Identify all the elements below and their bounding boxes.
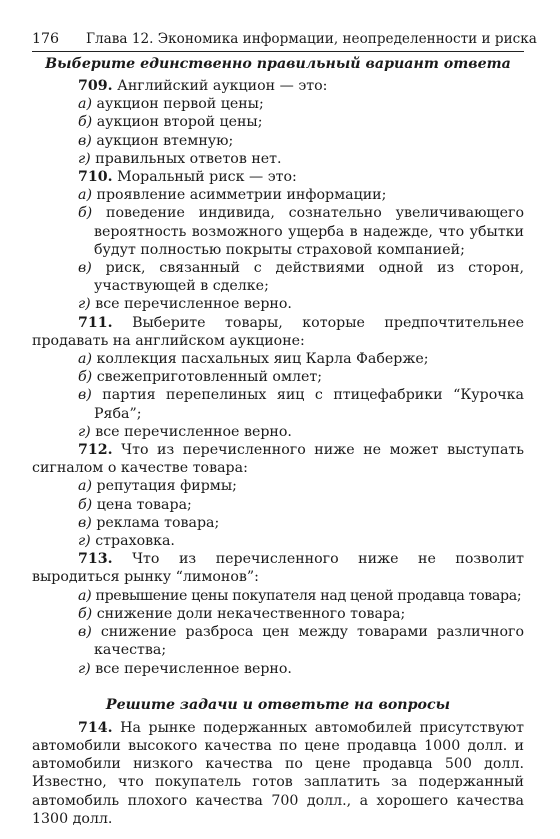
option-text: репутация фирмы; [96,478,237,495]
answer-option [32,368,524,386]
question-712 [32,441,524,550]
answer-option [32,350,524,368]
option-letter: г) [78,423,91,440]
option-text: цена товара; [96,496,192,513]
chapter-title: Глава 12. Экономика информации, неопределенности и риска [86,31,537,47]
question-text [32,550,524,586]
option-text: страховка. [95,533,175,550]
question-text [32,314,524,350]
option-letter: в) [78,260,92,277]
option-text: все перечисленное верно. [95,660,292,677]
answer-option [32,132,524,150]
option-text: все перечисленное верно. [95,296,292,313]
answer-option [32,95,524,113]
option-letter: б) [78,496,93,513]
option-text: аукцион второй цены; [96,114,263,131]
answer-options [32,95,524,168]
option-text: коллекция пасхальных яиц Карла Фаберже; [96,351,429,368]
option-letter: б) [78,369,93,386]
question-number: 710. [78,169,113,186]
answer-option [32,514,524,532]
option-letter: б) [78,605,93,622]
option-text: свежеприготовленный омлет; [96,369,323,386]
option-text: аукцион втемную; [96,132,234,149]
option-text: превышение цены покупателя над ценой продавца товара; [95,587,522,604]
problem-number: 714. [78,719,113,736]
question-text [32,441,524,477]
answer-option [32,477,524,495]
problem-text: На рынке подержанных автомобилей присутствуют автомобили высокого качества по цене продавца 1000 долл. и автомобили низкого качества по цене продавца 500 долл. Известно, что покупатель готов заплатить за подержанный автомобиль плохого качества 700 долл., а хорошего качества 1300 долл. [32,719,524,827]
option-text: риск, связанный с действиями одной из сторон, участвующей в сделке; [94,260,524,295]
option-letter: б) [78,114,93,131]
option-text: аукцион первой цены; [96,96,264,113]
option-letter: г) [78,533,91,550]
answer-option [32,259,524,295]
answer-option [32,295,524,313]
answer-option [32,660,524,678]
question-prompt: Что из перечисленного ниже не может выступать сигналом о качестве товара: [32,442,524,477]
option-text: снижение разброса цен между товарами различного качества; [94,624,524,659]
question-number: 712. [78,442,113,459]
page-number: 176 [32,31,60,47]
question-number: 711. [78,314,113,331]
question-number: 713. [78,551,113,568]
answer-option [32,386,524,422]
option-letter: а) [78,478,92,495]
answer-option [32,113,524,131]
answer-option [32,605,524,623]
option-letter: а) [78,96,92,113]
option-text: снижение доли некачественного товара; [96,605,406,622]
option-text: реклама товара; [96,514,220,531]
option-text: правильных ответов нет. [95,150,282,167]
section-heading-multiple-choice: Выберите единственно правильный вариант ответа [45,56,511,72]
option-letter: а) [78,351,92,368]
question-text [32,77,524,95]
problem-714 [32,719,524,828]
option-text: поведение индивида, сознательно увеличивающего вероятность возможного ущерба в надежде, что убытки будут полностью покрыты страховой компанией; [94,205,524,258]
option-text: все перечисленное верно. [95,423,292,440]
textbook-page [32,30,537,828]
answer-option [32,423,524,441]
option-letter: б) [78,205,93,222]
question-prompt: Английский аукцион — это: [117,78,328,94]
option-letter: в) [78,387,92,404]
option-text: партия перепелиных яиц с птицефабрики “Курочка Ряба”; [94,387,524,422]
answer-options [32,587,524,678]
option-letter: г) [78,296,91,313]
question-prompt: Что из перечисленного ниже не позволит выродиться рынку “лимонов”: [32,551,525,586]
question-prompt: Моральный риск — это: [117,169,297,186]
answer-options [32,350,524,441]
answer-options [32,477,524,550]
option-letter: г) [78,660,91,677]
question-713 [32,550,524,677]
answer-options [32,186,524,313]
question-710 [32,168,524,314]
option-letter: а) [78,587,92,604]
running-header [32,30,537,52]
option-letter: г) [78,150,91,167]
answer-option [32,532,524,550]
answer-option [32,587,524,605]
answer-option [32,496,524,514]
answer-option [32,150,524,168]
question-text [32,168,524,186]
option-letter: в) [78,624,92,641]
question-prompt: Выберите товары, которые предпочтительнее продавать на английском аукционе: [32,314,524,349]
answer-option [32,186,524,204]
option-text: проявление асимметрии информации; [96,187,387,204]
answer-option [32,623,524,659]
option-letter: а) [78,187,92,204]
section-heading-problems: Решите задачи и ответьте на вопросы [105,696,451,713]
question-711 [32,314,524,441]
option-letter: в) [78,514,92,531]
question-number: 709. [78,78,113,94]
option-letter: в) [78,132,92,149]
question-709 [32,77,524,168]
answer-option [32,204,524,259]
